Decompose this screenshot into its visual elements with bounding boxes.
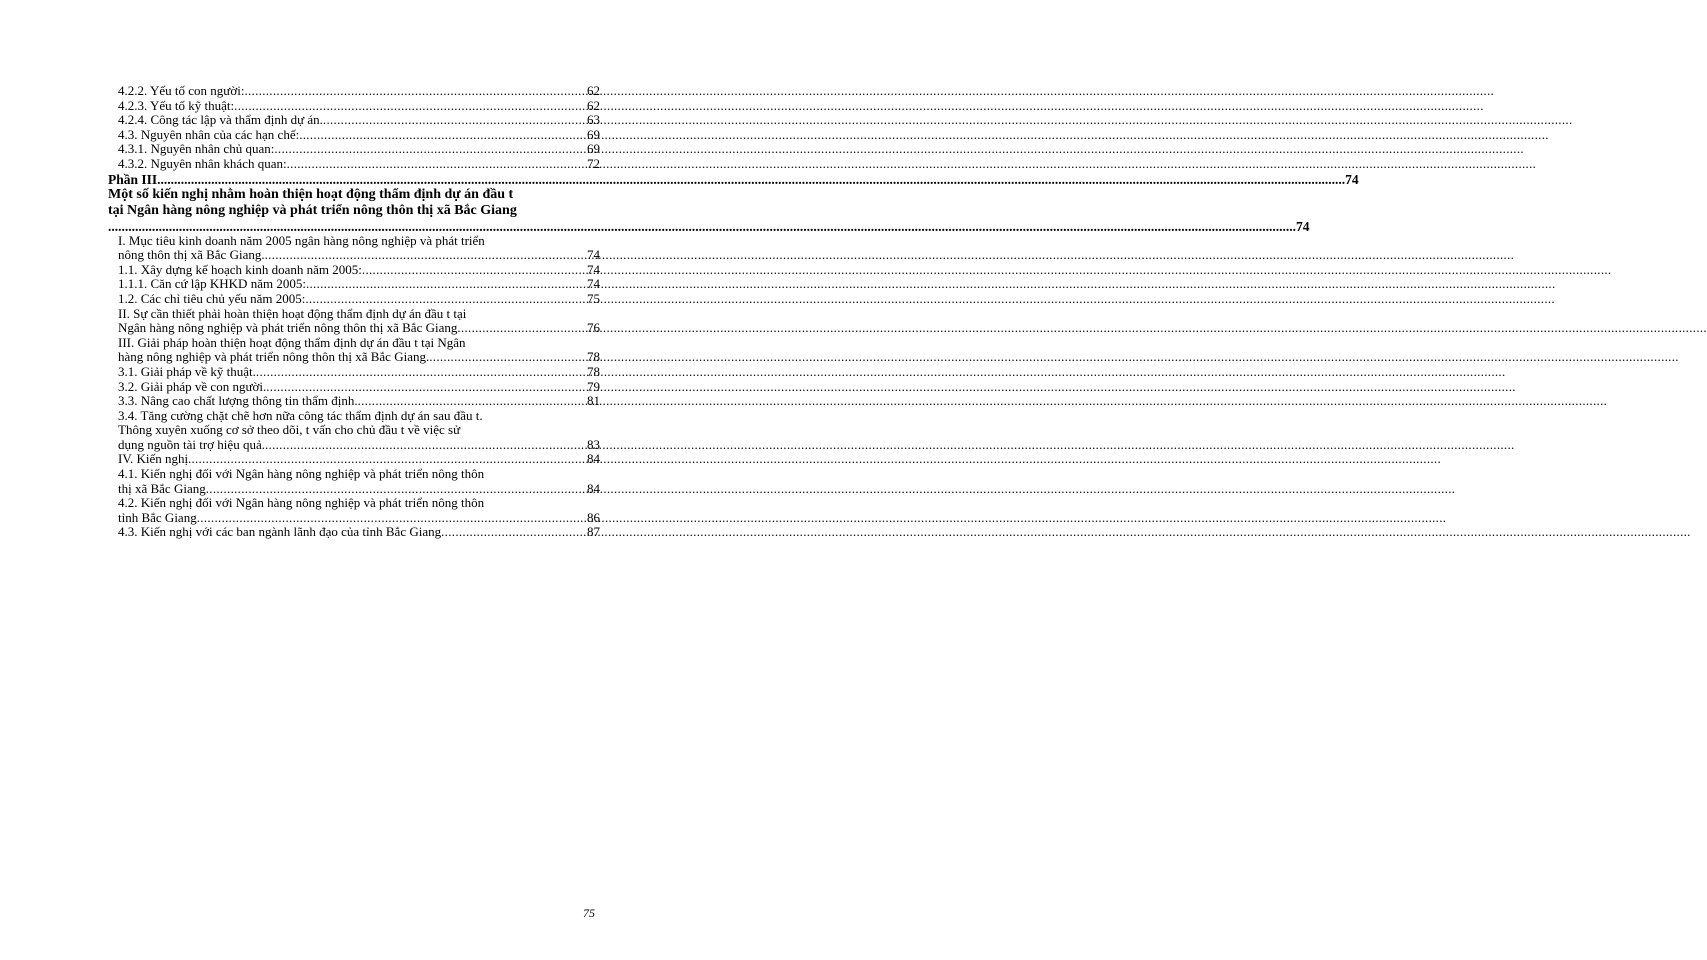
toc-entry-page: 84 — [587, 451, 600, 467]
toc-entry-title: 3.3. Nâng cao chất lượng thông tin thẩm định. — [118, 393, 358, 409]
toc-entry[interactable] — [108, 277, 600, 292]
toc-entry-page: 79 — [587, 378, 600, 394]
toc-leader — [244, 84, 586, 99]
toc-leader — [191, 452, 586, 467]
toc-entry[interactable] — [108, 365, 600, 380]
table-of-contents — [108, 83, 1359, 540]
toc-entry[interactable] — [108, 99, 600, 114]
toc-entry[interactable] — [108, 452, 600, 467]
toc-entry-page: 81 — [587, 393, 600, 409]
toc-leader — [299, 128, 586, 143]
toc-entry[interactable] — [108, 234, 600, 263]
toc-entry-title: 4.3.1. Nguyên nhân chủ quan: — [118, 141, 275, 157]
toc-leader — [197, 511, 587, 526]
toc-leader — [441, 525, 586, 540]
toc-part-title[interactable] — [108, 186, 1310, 234]
toc-entry-title: 1.1.1. Căn cứ lập KHKD năm 2005: — [118, 276, 306, 292]
toc-entry[interactable] — [108, 84, 600, 99]
toc-entry-page: 76 — [587, 320, 600, 336]
toc-part-label: Phần III — [108, 171, 158, 187]
toc-leader — [306, 277, 586, 292]
toc-leader — [362, 263, 586, 278]
toc-part-heading[interactable] — [108, 171, 1359, 187]
toc-entry-title: 4.2.4. Công tác lập và thẩm định dự án. — [118, 112, 323, 128]
toc-entry-page: 74 — [587, 276, 600, 292]
toc-leader — [266, 380, 586, 395]
toc-part-page: 74 — [1345, 171, 1359, 187]
toc-entry-page: 62 — [587, 83, 600, 98]
toc-entry-page: 78 — [587, 363, 600, 379]
toc-leader — [157, 172, 1345, 187]
toc-entry-title: 1.2. Các chỉ tiêu chủ yếu năm 2005: — [118, 290, 306, 306]
toc-entry-title: 4.3. Nguyên nhân của các hạn chế: — [118, 126, 300, 142]
page-number: 75 — [583, 906, 595, 920]
toc-entry-title: 4.3.2. Nguyên nhân khách quan: — [118, 155, 287, 171]
toc-entry[interactable] — [108, 496, 600, 525]
toc-entry-title: 3.1. Giải pháp về kỹ thuật. — [118, 363, 256, 379]
toc-leader — [274, 142, 586, 157]
toc-entry[interactable] — [108, 113, 600, 128]
toc-entry[interactable] — [108, 142, 600, 157]
toc-leader — [429, 350, 587, 365]
toc-leader — [108, 219, 1296, 234]
toc-entry[interactable] — [108, 394, 600, 409]
toc-leader — [287, 157, 586, 172]
toc-entry-title: 3.2. Giải pháp về con người. — [118, 378, 267, 394]
toc-entry-page: 78 — [587, 349, 600, 365]
toc-entry[interactable] — [108, 525, 600, 540]
toc-leader — [206, 482, 587, 497]
toc-leader — [305, 292, 586, 307]
toc-leader — [265, 248, 587, 263]
toc-entry-page: 74 — [587, 247, 600, 263]
toc-entry-page: 84 — [587, 480, 600, 496]
toc-leader — [358, 394, 586, 409]
toc-entry-title-line2: nông thôn thị xã Bắc Giang. — [118, 247, 265, 263]
toc-entry[interactable] — [108, 263, 600, 278]
toc-entry[interactable] — [108, 157, 600, 172]
toc-entry-title-line2: tỉnh Bắc Giang — [118, 509, 197, 525]
toc-leader — [457, 321, 587, 336]
toc-part-title-line2: tại Ngân hàng nông nghiệp và phát triển nông thôn thị xã Bắc Giang — [108, 202, 517, 218]
toc-entry-title-line2: hàng nông nghiệp và phát triển nông thôn thị xã Bắc Giang. — [118, 349, 430, 365]
toc-entry-title-line1: 3.4. Tăng cường chặt chẽ hơn nữa công tác thẩm định dự án sau đầu t. — [118, 407, 483, 423]
toc-entry-title-line1: 4.1. Kiến nghị đối với Ngân hàng nông nghiệp và phát triển nông thôn — [118, 466, 485, 482]
toc-entry-title: 4.3. Kiến nghị với các ban ngành lãnh đạo của tỉnh Bắc Giang — [118, 524, 442, 540]
toc-entry-page: 83 — [587, 436, 600, 452]
toc-entry-title-line3: dụng nguồn tài trợ hiệu quả. — [118, 436, 265, 452]
toc-entry-title-line2: thị xã Bắc Giang — [118, 480, 206, 496]
toc-entry[interactable] — [108, 292, 600, 307]
toc-leader — [265, 438, 587, 453]
toc-entry-title-line2: Thông xuyên xuống cơ sở theo dõi, t vấn cho chủ đầu t về việc sử — [118, 422, 461, 438]
toc-entry[interactable] — [108, 409, 600, 453]
toc-entry-title-line1: III. Giải pháp hoàn thiện hoạt động thẩm định dự án đầu t tại Ngân — [118, 334, 466, 350]
toc-entry[interactable] — [108, 128, 600, 143]
toc-entry-title: 1.1. Xây dựng kế hoạch kinh doanh năm 2005: — [118, 261, 362, 277]
toc-entry-page: 87 — [587, 524, 600, 540]
toc-entry-title: IV. Kiến nghị. — [118, 451, 192, 467]
toc-entry-title-line1: II. Sự cần thiết phải hoàn thiện hoạt động thẩm định dự án đầu t tại — [118, 305, 467, 321]
toc-entry-page: 63 — [587, 112, 600, 128]
toc-part-title-line1: Một số kiến nghị nhằm hoàn thiện hoạt động thẩm định dự án đầu t — [108, 186, 514, 202]
toc-leader — [323, 113, 586, 128]
toc-entry-title: 4.2.2. Yếu tố con người: — [118, 83, 245, 98]
toc-entry-page: 69 — [587, 126, 600, 142]
toc-entry-page: 69 — [587, 141, 600, 157]
toc-entry-page: 72 — [587, 155, 600, 171]
toc-entry-page: 62 — [587, 97, 600, 113]
toc-entry[interactable] — [108, 467, 600, 496]
toc-part-title-page: 74 — [1296, 218, 1310, 234]
toc-entry-page: 74 — [587, 261, 600, 277]
toc-entry[interactable] — [108, 336, 600, 365]
toc-leader — [234, 99, 586, 114]
toc-entry-title-line1: I. Mục tiêu kinh doanh năm 2005 ngân hàng nông nghiệp và phát triển — [118, 232, 485, 248]
toc-entry-title-line1: 4.2. Kiến nghị đối với Ngân hàng nông nghiệp và phát triển nông thôn — [118, 495, 485, 511]
toc-entry-page: 75 — [587, 290, 600, 306]
toc-entry[interactable] — [108, 380, 600, 395]
toc-entry[interactable] — [108, 307, 600, 336]
toc-entry-title-line2: Ngân hàng nông nghiệp và phát triển nông thôn thị xã Bắc Giang — [118, 320, 458, 336]
toc-entry-title: 4.2.3. Yếu tố kỹ thuật: — [118, 97, 235, 113]
toc-entry-page: 86 — [587, 509, 600, 525]
toc-leader — [256, 365, 586, 380]
